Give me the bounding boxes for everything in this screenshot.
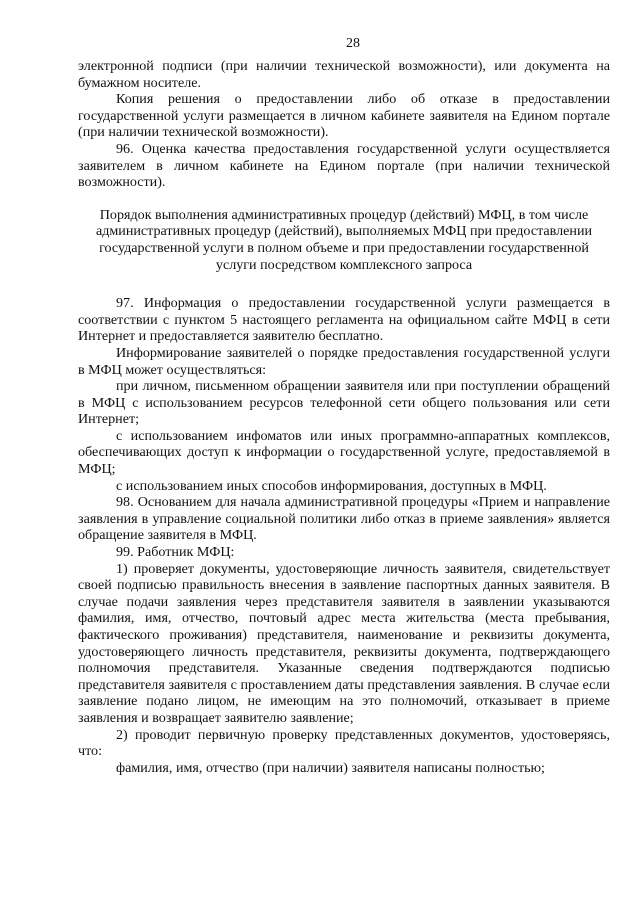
- paragraph: фамилия, имя, отчество (при наличии) заявителя написаны полностью;: [116, 759, 545, 776]
- paragraph: 2) проводит первичную проверку представленных документов, удостоверяясь, что:: [78, 726, 610, 760]
- section-heading-block: [78, 207, 610, 273]
- paragraph: 96. Оценка качества предоставления государственной услуги осуществляется заявителем в личном кабинете на Едином портале (при наличии технической возможности).: [78, 140, 610, 191]
- section-heading: Порядок выполнения административных процедур (действий) МФЦ, в том числе административных процедур (действий), выполняемых МФЦ при предоставлении государственной услуги в полном объеме и при предоставлении государственной услуги посредством комплексного запроса: [95, 206, 593, 273]
- paragraph: при личном, письменном обращении заявителя или при поступлении обращений в МФЦ с использованием ресурсов телефонной сети общего пользования или сети Интернет;: [78, 378, 610, 428]
- paragraph: 99. Работник МФЦ:: [116, 544, 235, 561]
- bottom-text-block: [78, 295, 610, 776]
- paragraph: с использованием иных способов информирования, доступных в МФЦ.: [116, 477, 547, 494]
- paragraph: 1) проверяет документы, удостоверяющие личность заявителя, свидетельствует своей подписью правильность внесения в заявление паспортных данных заявителя. В случае подачи заявления через представителя заявителя в заявлении указываются фамилия, имя, отчество, почтовый адрес места жительства (места пребывания, фактического проживания) представителя, наименование и реквизиты документа, удостоверяющего личность представителя, реквизиты документа, подтверждающего полномочия представителя. Указанные сведения подтверждаются подписью представителя заявителя с проставлением даты представления заявления. В случае если заявление подано лицом, не имеющим на это полномочий, отказывает в приеме заявления и возвращает заявителю заявление;: [78, 560, 610, 726]
- paragraph: 97. Информация о предоставлении государственной услуги размещается в соответствии с пунктом 5 настоящего регламента на официальном сайте МФЦ в сети Интернет и предоставляется заявителю бесплатно.: [78, 295, 610, 345]
- paragraph: 98. Основанием для начала административной процедуры «Прием и направление заявления в управление социальной политики либо отказ в приеме заявления» является обращение заявителя в МФЦ.: [78, 494, 610, 544]
- paragraph: с использованием инфоматов или иных программно-аппаратных комплексов, обеспечивающих доступ к информации о государственной услуге, предоставляемой в МФЦ;: [78, 427, 610, 478]
- top-text-block: [78, 58, 610, 191]
- paragraph: Копия решения о предоставлении либо об отказе в предоставлении государственной услуги размещается в личном кабинете заявителя на Едином портале (при наличии технической возможности).: [78, 91, 610, 141]
- paragraph: электронной подписи (при наличии технической возможности), или документа на бумажном носителе.: [78, 58, 610, 91]
- page-number: 28: [346, 36, 360, 51]
- paragraph: Информирование заявителей о порядке предоставления государственной услуги в МФЦ может осуществляться:: [78, 344, 610, 378]
